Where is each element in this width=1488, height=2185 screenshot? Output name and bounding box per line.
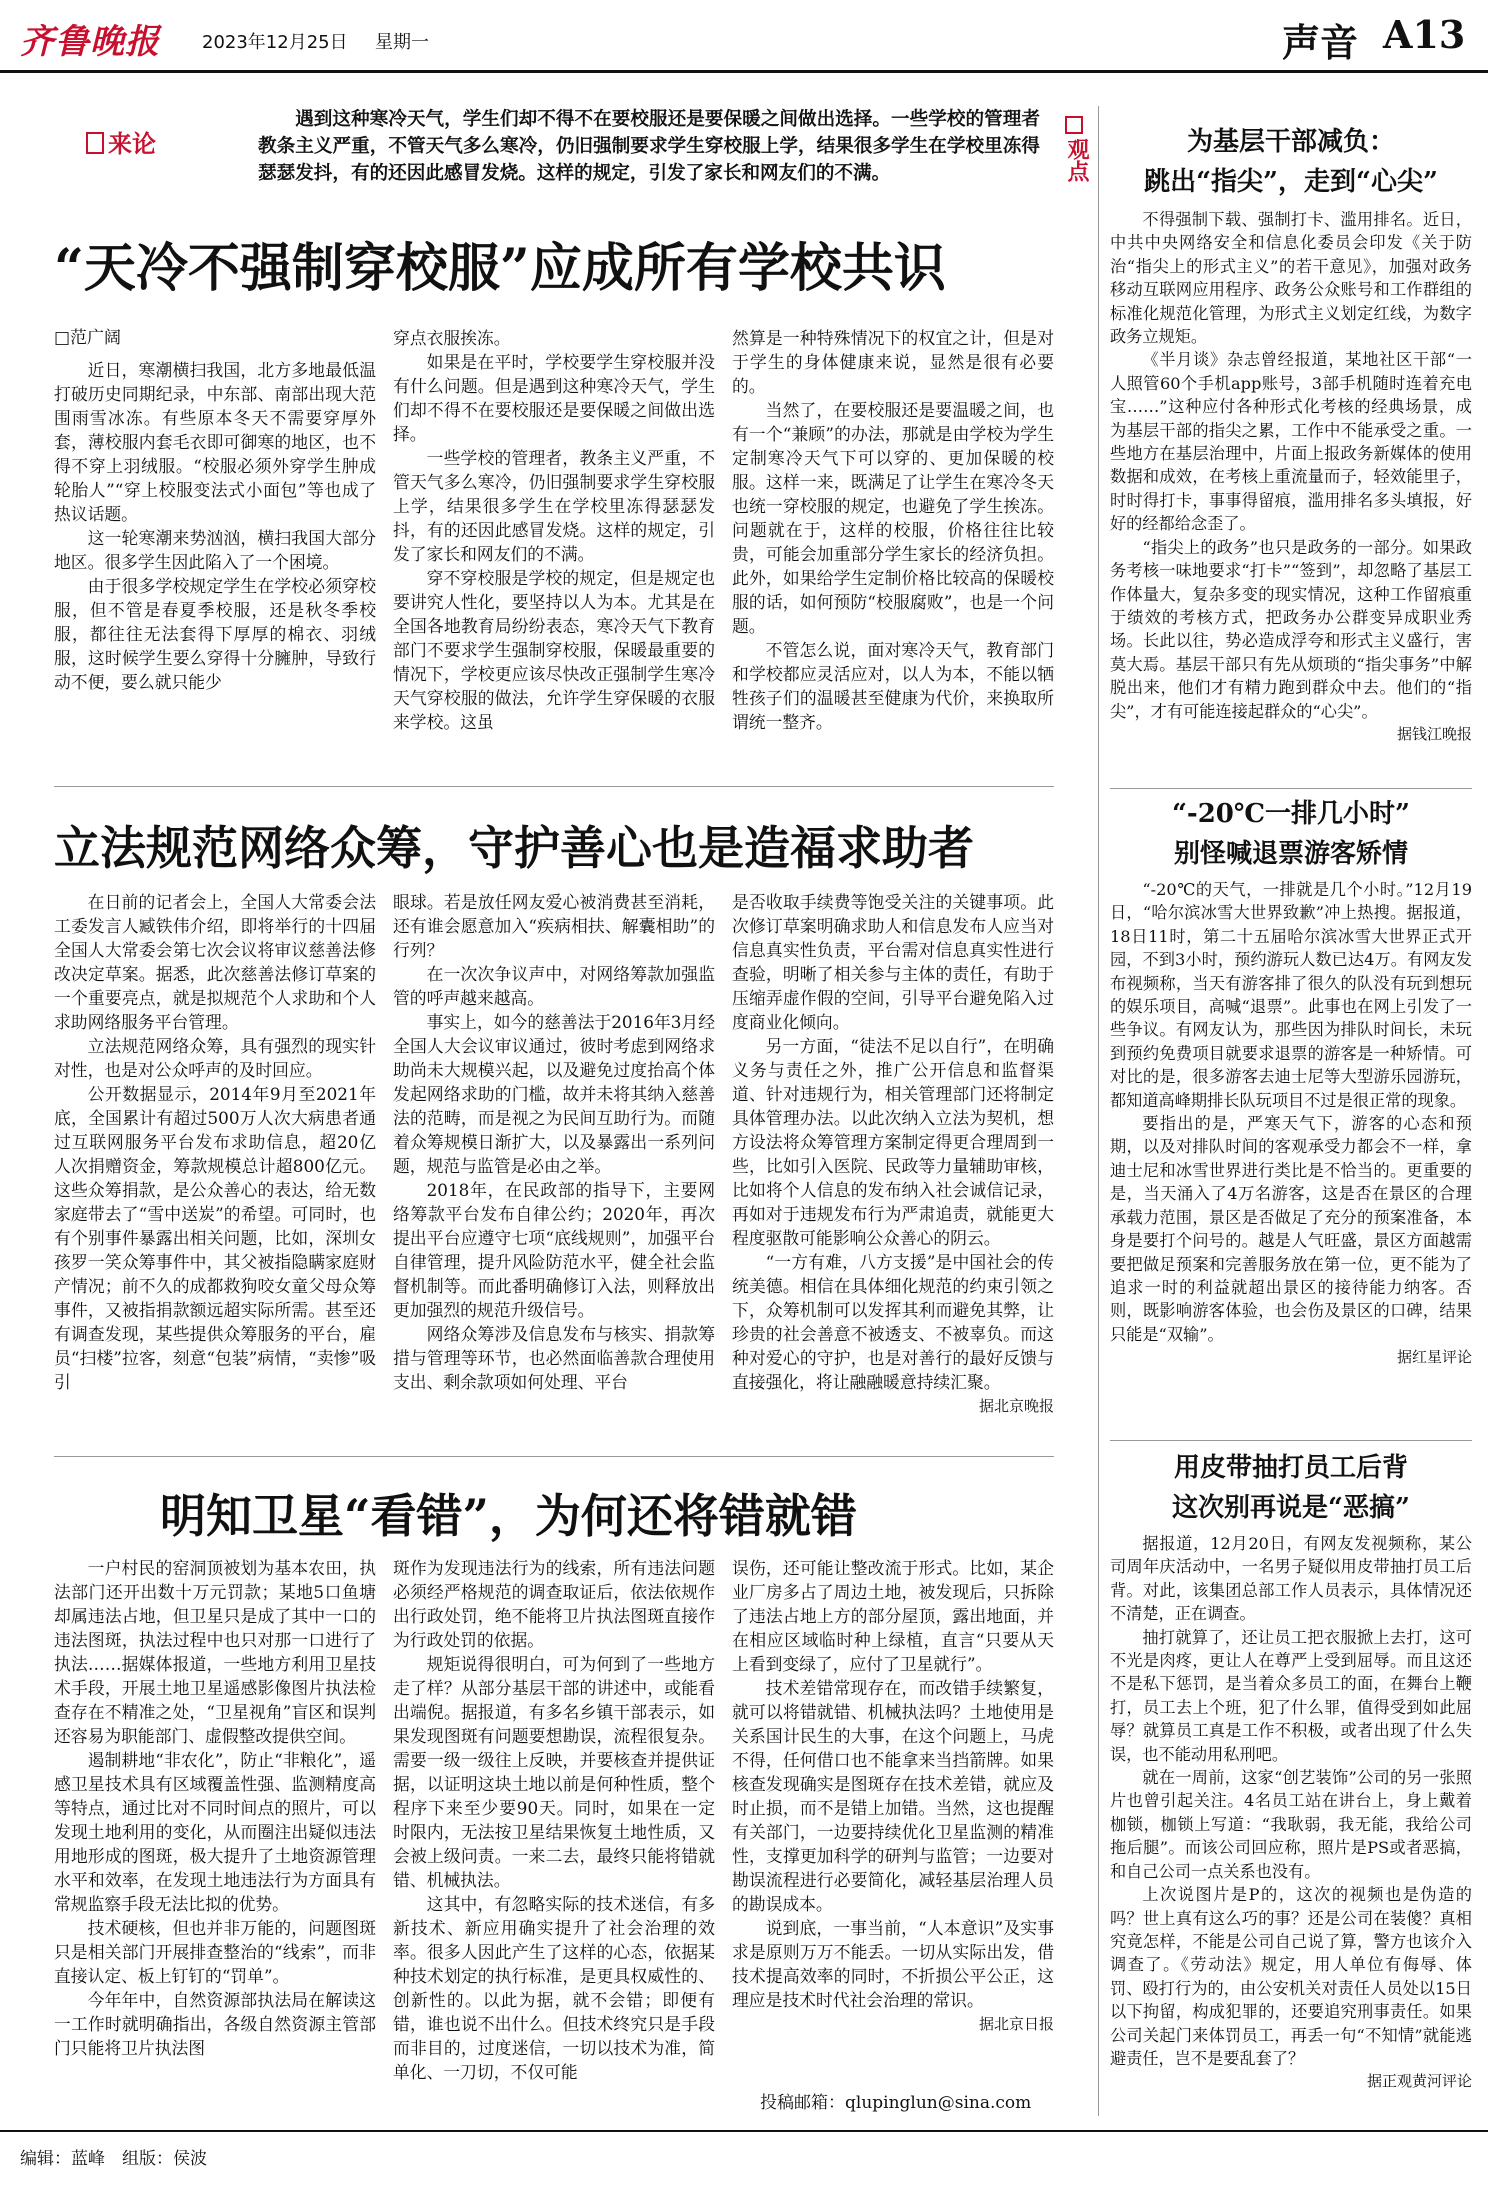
guandian-label-text: 观点 xyxy=(1064,138,1090,182)
lailun-intro: 遇到这种寒冷天气，学生们却不得不在要校服还是要保暖之间做出选择。一些学校的管理者教条主义严重，不管天气多么寒冷，仍旧强制要求学生穿校服上学，结果很多学生在学校里冻得瑟瑟发抖，有的还因此感冒发烧。这样的规定，引发了家长和网友们的不满。 xyxy=(258,109,1040,184)
guandian-box-icon xyxy=(1065,116,1083,134)
paragraph: 事实上，如今的慈善法于2016年3月经全国人大会议审议通过，彼时考虑到网络求助尚未大规模兴起，以及避免过度抬高个体发起网络求助的门槛，故并未将其纳入慈善法的范畴，而是视之为民间互助行为。而随着众筹规模日渐扩大，以及暴露出一系列问题，规范与监管是必由之举。 xyxy=(393,1012,715,1176)
side-divider xyxy=(1110,788,1472,789)
paragraph: 这一轮寒潮来势汹汹，横扫我国大部分地区。很多学生因此陷入了一个困境。 xyxy=(54,528,376,572)
paragraph: 上次说图片是P的，这次的视频也是伪造的吗？世上真有这么巧的事？还是公司在装傻？真相究竟怎样，不能是公司自己说了算，警方也该介入调查了。《劳动法》规定，用人单位有侮辱、体罚、殴打行为的，由公安机关对责任人员处以15日以下拘留，构成犯罪的，还要追究刑事责任。如果公司关起门来体罚员工，再丢一句“不知情”就能逃避责任，岂不是要乱套了？ xyxy=(1110,1885,1472,2068)
lailun-label-text: 来论 xyxy=(108,129,156,158)
side1-source: 据钱江晚报 xyxy=(1396,724,1472,743)
paragraph: 规矩说得很明白，可为何到了一些地方走了样？从部分基层干部的讲述中，或能看出端倪。据报道，有多名乡镇干部表示，如果发现图斑有问题要想勘误，流程很复杂。需要一级一级往上反映，并要核查并提供证据，以证明这块土地以前是何种性质，整个程序下来至少要90天。同时，如果在一定时限内，无法按卫星结果恢复土地性质，又会被上级问责。一来二去，最终只能将错就错、机械执法。 xyxy=(393,1654,715,1890)
issue-weekday: 星期一 xyxy=(375,32,429,53)
article-divider xyxy=(54,786,1054,787)
article1-title: “天冷不强制穿校服”应成所有学校共识 xyxy=(54,238,946,299)
issue-date: 2023年12月25日 xyxy=(202,32,348,53)
lailun-label xyxy=(86,124,156,159)
paragraph: 抽打就算了，还让员工把衣服掀上去打，这可不光是肉疼，更让人在尊严上受到屈辱。而且这还不是私下惩罚，是当着众多员工的面，在舞台上鞭打，员工去上个班，犯了什么罪，值得受到如此屈辱？就算员工真是工作不积极，或者出现了什么失误，也不能动用私刑吧。 xyxy=(1110,1627,1472,1764)
paragraph: 眼球。若是放任网友爱心被消费甚至消耗，还有谁会愿意加入“疾病相扶、解囊相助”的行列？ xyxy=(393,892,715,960)
paragraph: 然算是一种特殊情况下的权宜之计，但是对于学生的身体健康来说，显然是很有必要的。 xyxy=(732,328,1054,396)
article3-col2 xyxy=(393,1556,715,2116)
article2-col2 xyxy=(393,890,715,1440)
paragraph: 由于很多学校规定学生在学校必须穿校服，但不管是春夏季校服，还是秋冬季校服，都往往无法套得下厚厚的棉衣、羽绒服，这时候学生要么穿得十分臃肿，导致行动不便，要么就只能少 xyxy=(54,576,376,692)
paragraph: “指尖上的政务”也只是政务的一部分。如果政务考核一味地要求“打卡”“签到”，却忽略了基层工作体量大，复杂多变的现实情况，这种工作留痕重于绩效的考核方式，把政务办公群变异成职业秀场。长此以往，势必造成浮夸和形式主义盛行，害莫大焉。基层干部只有先从烦琐的“指尖事务”中解脱出来，他们才有精力跑到群众中去。他们的“指尖”，才有可能连接起群众的“心尖”。 xyxy=(1110,537,1472,721)
newspaper-logo: 齐鲁晚报 xyxy=(20,22,160,62)
article-divider xyxy=(54,1456,1054,1457)
article1-col1 xyxy=(54,358,376,766)
paragraph: 这其中，有忽略实际的技术迷信，有多新技术、新应用确实提升了社会治理的效率。很多人因此产生了这样的心态，依据某种技术划定的执行标准，是更具权威性的、创新性的。以此为据，就不会错；即便有错，谁也说不出什么。但技术终究只是手段而非目的，过度迷信，一切以技术为准，简单化、一刀切，不仅可能 xyxy=(393,1894,715,2082)
paragraph: 今年年中，自然资源部执法局在解读这一工作时就明确指出，各级自然资源主管部门只能将卫片执法图 xyxy=(54,1990,376,2058)
side2-source: 据红星评论 xyxy=(1396,1348,1472,1367)
paragraph: 遏制耕地“非农化”，防止“非粮化”，遥感卫星技术具有区域覆盖性强、监测精度高等特点，通过比对不同时间点的照片，可以发现土地利用的变化，从而圈注出疑似违法用地形成的图斑，极大提升了土地资源管理水平和效率，在发现土地违法行为方面具有常规监察手段无法比拟的优势。 xyxy=(54,1750,376,1914)
paragraph: 一户村民的窑洞顶被划为基本农田，执法部门还开出数十万元罚款；某地5口鱼塘却属违法占地，但卫星只是成了其中一口的违法图斑，执法过程中也只对那一口进行了执法……据媒体报道，一些地方利用卫星技术手段，开展土地卫星遥感影像图片执法检查存在不精准之处，“卫星视角”盲区和误判还容易为职能部门、虚假整改提供空间。 xyxy=(54,1558,376,1746)
article3-source: 据北京日报 xyxy=(978,2015,1054,2033)
masthead xyxy=(0,0,1488,70)
paragraph: 网络众筹涉及信息发布与核实、捐款筹措与管理等环节，也必然面临善款合理使用支出、剩余款项如何处理、平台 xyxy=(393,1324,715,1392)
side2-title-line1: “-20℃一排几小时” xyxy=(1171,799,1411,829)
paragraph: 误伤，还可能让整改流于形式。比如，某企业厂房多占了周边土地，被发现后，只拆除了违法占地上方的部分屋顶，露出地面，并在相应区域临时种上绿植，直言“只要从天上看到变绿了，应付了卫星就行”。 xyxy=(732,1558,1054,1674)
paragraph: 说到底，一事当前，“人本意识”及实事求是原则万万不能丢。一切从实际出发，借技术提高效率的同时，不折损公平公正，这理应是技术时代社会治理的常识。 xyxy=(732,1918,1054,2010)
paragraph: 技术差错常现存在，而改错手续繁复，就可以将错就错、机械执法吗？土地使用是关系国计民生的大事，在这个问题上，马虎不得，任何借口也不能拿来当挡箭牌。如果核查发现确实是图斑存在技术差错，就应及时止损，而不是错上加错。当然，这也提醒有关部门，一边要持续优化卫星监测的精准性，支撑更加科学的研判与监管；一边要对勘误流程进行必要简化，减轻基层治理人员的勘误成本。 xyxy=(732,1678,1054,1914)
footer-credits: 编辑：蓝峰 组版：侯波 xyxy=(20,2149,207,2169)
paragraph: 在日前的记者会上，全国人大常委会法工委发言人臧铁伟介绍，即将举行的十四届全国人大常委会第七次会议将审议慈善法修改决定草案。据悉，此次慈善法修订草案的一个重要亮点，就是拟规范个人求助和个人求助网络服务平台管理。 xyxy=(54,892,376,1032)
article2-title: 立法规范网络众筹，守护善心也是造福求助者 xyxy=(54,821,974,875)
paragraph: “一方有难，八方支援”是中国社会的传统美德。相信在具体细化规范的约束引领之下，众筹机制可以发挥其利而避免其弊，让珍贵的社会善意不被透支、不被辜负。而这种对爱心的守护，也是对善行的最好反馈与直接强化，将让融融暖意持续汇聚。 xyxy=(732,1252,1054,1392)
side1-title-line2: 跳出“指尖”，走到“心尖” xyxy=(1144,167,1438,197)
side1-title xyxy=(1110,122,1472,202)
side-divider xyxy=(1110,1440,1472,1441)
paragraph: 不得强制下载、强制打卡、滥用排名。近日，中共中央网络安全和信息化委员会印发《关于防治“指尖上的形式主义”的若干意见》，加强对政务移动互联网应用程序、政务公众账号和工作群组的标准化规范化管理，为形式主义划定红线，为数字政务立规矩。 xyxy=(1110,210,1472,347)
article2-col1 xyxy=(54,890,376,1440)
paragraph: 当然了，在要校服还是要温暖之间，也有一个“兼顾”的办法，那就是由学校为学生定制寒冷天气下可以穿的、更加保暖的校服。这样一来，既满足了让学生在寒冷冬天也统一穿校服的规定，也避免了学生挨冻。问题就在于，这样的校服，价格往往比较贵，可能会加重部分学生家长的经济负担。此外，如果给学生定制价格比较高的保暖校服的话，如何预防“校服腐败”，也是一个问题。 xyxy=(732,400,1054,636)
paragraph: 如果是在平时，学校要学生穿校服并没有什么问题。但是遇到这种寒冷天气，学生们却不得不在要校服还是要保暖之间做出选择。 xyxy=(393,352,715,444)
paragraph: 另一方面，“徒法不足以自行”，在明确义务与责任之外，推广公开信息和监督渠道、针对违规行为，相关管理部门还将制定具体管理办法。以此次纳入立法为契机，想方设法将众筹管理方案制定得更合理周到一些，比如引入医院、民政等力量辅助审核，比如将个人信息的发布纳入社会诚信记录，再如对于违规发布行为严肃追责，就能更大程度驱散可能影响公众善心的阴云。 xyxy=(732,1036,1054,1248)
lailun-box-icon xyxy=(86,132,104,154)
paragraph: 近日，寒潮横扫我国，北方多地最低温打破历史同期纪录，中东部、南部出现大范围雨雪冰冻。有些原本冬天不需要穿厚外套，薄校服内套毛衣即可御寒的地区，也不得不穿上羽绒服。“校服必须外穿学生肿成轮胎人”“穿上校服变法式小面包”等也成了热议话题。 xyxy=(54,360,376,524)
side3-title-line1: 用皮带抽打员工后背 xyxy=(1173,1453,1408,1483)
article2-col3 xyxy=(732,890,1054,1440)
submission-email[interactable]: 投稿邮箱：qlupinglun@sina.com xyxy=(760,2093,1032,2113)
paragraph: 就在一周前，这家“创艺装饰”公司的另一张照片也曾引起关注。4名员工站在讲台上，身上戴着枷锁，枷锁上写道：“我耿弱，我无能，我给公司拖后腿”。而该公司回应称，照片是PS或者恶搞，和自己公司一点关系也没有。 xyxy=(1110,1768,1472,1881)
side2-body xyxy=(1110,878,1472,1434)
side3-body xyxy=(1110,1532,1472,2116)
page-number: A13 xyxy=(1383,12,1466,57)
side2-title xyxy=(1110,794,1472,874)
side1-title-line1: 为基层干部减负： xyxy=(1186,127,1395,157)
paragraph: 《半月谈》杂志曾经报道，某地社区干部“一人照管60个手机app账号，3部手机随时连着充电宝……”这种应付各种形式化考核的经典场景，成为基层干部的指尖之累，工作中不能承受之重。一些地方在基层治理中，片面上报政务新媒体的使用数据和成效，在考核上重流量而子，轻效能里子，时时得打卡，事事得留痕，滥用排名多头填报，好好的经都给念歪了。 xyxy=(1110,350,1472,534)
paragraph: 2018年，在民政部的指导下，主要网络筹款平台发布自律公约；2020年，再次提出平台应遵守七项“底线规则”，加强平台自律管理，提升风险防范水平，健全社会监督机制等。而此番明确修订入法，则释放出更加强烈的规范升级信号。 xyxy=(393,1180,715,1320)
paragraph: 一些学校的管理者，教条主义严重，不管天气多么寒冷，仍旧强制要求学生穿校服上学，结果很多学生在学校里冻得瑟瑟发抖，有的还因此感冒发烧。这样的规定，引发了家长和网友们的不满。 xyxy=(393,448,715,564)
guandian-label xyxy=(1064,116,1090,182)
paragraph: 据报道，12月20日，有网友发视频称，某公司周年庆活动中，一名男子疑似用皮带抽打员工后背。对此，该集团总部工作人员表示，具体情况还不清楚，正在调查。 xyxy=(1110,1534,1472,1624)
paragraph: “-20℃的天气，一排就是几个小时。”12月19日，“哈尔滨冰雪大世界致歉”冲上热搜。据报道，18日11时，第二十五届哈尔滨冰雪大世界正式开园，不到3小时，预约游玩人数已达4万。有网友发布视频称，当天有游客排了很久的队没有玩到想玩的娱乐项目，高喊“退票”。此事也在网上引发了一些争议。有网友认为，那些因为排队时间长，未玩到预约免费项目就要求退票的游客是一种矫情。可对比的是，很多游客去迪士尼等大型游乐园游玩，都知道高峰期排长队玩项目不过是很正常的现象。 xyxy=(1110,880,1472,1110)
article1-col3 xyxy=(732,326,1054,766)
side3-title-line2: 这次别再说是“恶搞” xyxy=(1172,1493,1410,1523)
paragraph: 穿点衣服挨冻。 xyxy=(393,328,511,348)
masthead-rule xyxy=(0,70,1488,73)
paragraph: 斑作为发现违法行为的线索，所有违法问题必须经严格规范的调查取证后，依法依规作出行政处罚，绝不能将卫片执法图斑直接作为行政处罚的依据。 xyxy=(393,1558,715,1650)
article3-col3 xyxy=(732,1556,1054,2076)
paragraph: 技术硬核，但也并非万能的，问题图斑只是相关部门开展排查整治的“线索”，而非直接认定、板上钉钉的“罚单”。 xyxy=(54,1918,376,1986)
side1-body xyxy=(1110,208,1472,786)
paragraph: 要指出的是，严寒天气下，游客的心态和预期，以及对排队时间的客观承受力都会不一样，拿迪士尼和冰雪世界进行类比是不恰当的。更重要的是，当天涌入了4万名游客，这是否在景区的合理承载力范围，景区是否做足了充分的预案准备，本身是要打个问号的。越是人气旺盛，景区方面越需要把做足预案和完善服务放在第一位，更不能为了追求一时的利益就超出景区的接待能力纳客。否则，既影响游客体验，也会伤及景区的口碑，结果只能是“双输”。 xyxy=(1110,1114,1472,1344)
paragraph: 公开数据显示，2014年9月至2021年底，全国累计有超过500万人次大病患者通过互联网服务平台发布求助信息，超20亿人次捐赠资金，筹款规模总计超800亿元。这些众筹捐款，是公众善心的表达，给无数家庭带去了“雪中送炭”的希望。可同时，也有个别事件暴露出相关问题，比如，深圳女孩罗一笑众筹事件中，其父被指隐瞒家庭财产情况；前不久的成都救狗咬女童父母众筹事件，又被指捐款额远超实际所需。甚至还有调查发现，某些提供众筹服务的平台，雇员“扫楼”拉客，刻意“包装”病情，“卖惨”吸引 xyxy=(54,1084,376,1392)
article1-col2 xyxy=(393,326,715,766)
column-divider xyxy=(1098,106,1099,2116)
paragraph: 不管怎么说，面对寒冷天气，教育部门和学校都应灵活应对，以人为本，不能以牺牲孩子们的温暖甚至健康为代价，来换取所谓统一整齐。 xyxy=(732,640,1054,732)
paragraph: 是否收取手续费等饱受关注的关键事项。此次修订草案明确求助人和信息发布人应当对信息真实性负责，平台需对信息真实性进行查验，明晰了相关参与主体的责任，有助于压缩弄虚作假的空间，引导平台避免陷入过度商业化倾向。 xyxy=(732,892,1054,1032)
section-name: 声音 xyxy=(1282,20,1359,65)
side3-title xyxy=(1110,1448,1472,1528)
paragraph: 穿不穿校服是学校的规定，但是规定也要讲究人性化，要坚持以人为本。尤其是在全国各地教育局纷纷表态，寒冷天气下教育部门不要求学生强制穿校服，保暖最重要的情况下，学校更应该尽快改正强制学生寒冷天气穿校服的做法，允许学生穿保暖的衣服来学校。这虽 xyxy=(393,568,715,732)
article3-col1 xyxy=(54,1556,376,2116)
article2-source: 据北京晚报 xyxy=(978,1397,1054,1415)
side2-title-line2: 别怪喊退票游客矫情 xyxy=(1173,839,1408,869)
paragraph: 在一次次争议声中，对网络筹款加强监管的呼声越来越高。 xyxy=(393,964,715,1008)
article1-byline: □范广阔 xyxy=(54,328,122,348)
side3-source: 据正观黄河评论 xyxy=(1366,2072,1472,2091)
article3-title: 明知卫星“看错”，为何还将错就错 xyxy=(160,1489,857,1543)
footer-rule xyxy=(0,2130,1488,2132)
paragraph: 立法规范网络众筹，具有强烈的现实针对性，也是对公众呼声的及时回应。 xyxy=(54,1036,376,1080)
